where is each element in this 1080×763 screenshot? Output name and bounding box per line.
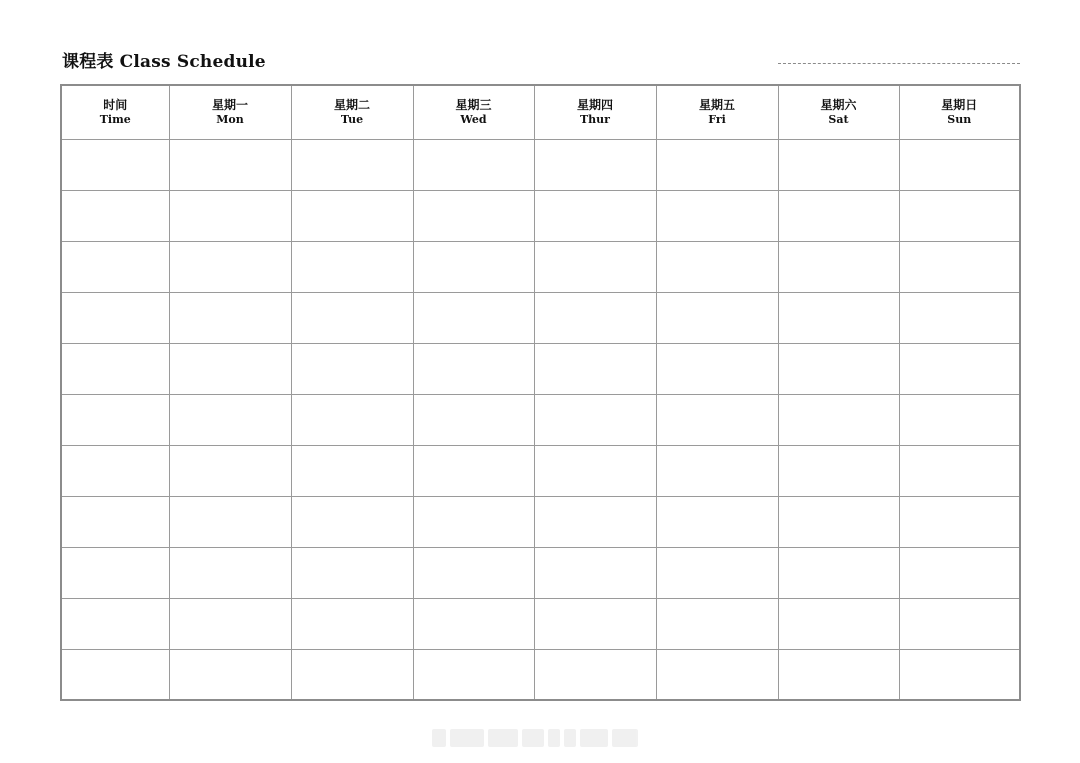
page-title — [62, 47, 266, 72]
cell-sat[interactable] — [778, 343, 899, 394]
header-wed — [413, 85, 534, 139]
table-row — [61, 598, 1020, 649]
cell-wed[interactable] — [413, 139, 534, 190]
header-fri-zh: 星期五 — [698, 97, 735, 112]
cell-wed[interactable] — [413, 343, 534, 394]
cell-mon[interactable] — [169, 139, 291, 190]
header-mon — [169, 85, 291, 139]
cell-sun[interactable] — [899, 241, 1020, 292]
table-row — [61, 190, 1020, 241]
header-mon-zh: 星期一 — [211, 97, 248, 112]
cell-tue[interactable] — [291, 496, 413, 547]
cell-thur[interactable] — [534, 496, 656, 547]
table-header — [61, 85, 1020, 139]
header-sat-zh: 星期六 — [820, 97, 857, 112]
cell-time[interactable] — [61, 598, 169, 649]
cell-fri[interactable] — [656, 394, 778, 445]
header-sun-zh: 星期日 — [941, 97, 978, 112]
table-body — [61, 139, 1020, 700]
page-title-en: Class Schedule — [119, 52, 266, 72]
cell-fri[interactable] — [656, 496, 778, 547]
cell-tue[interactable] — [291, 598, 413, 649]
cell-sat[interactable] — [778, 394, 899, 445]
watermark — [432, 727, 648, 749]
cell-sun[interactable] — [899, 343, 1020, 394]
header-thur — [534, 85, 656, 139]
table-row — [61, 496, 1020, 547]
cell-tue[interactable] — [291, 445, 413, 496]
cell-sat[interactable] — [778, 649, 899, 700]
cell-sat[interactable] — [778, 496, 899, 547]
cell-thur[interactable] — [534, 292, 656, 343]
cell-fri[interactable] — [656, 190, 778, 241]
cell-time[interactable] — [61, 649, 169, 700]
cell-time[interactable] — [61, 445, 169, 496]
cell-thur[interactable] — [534, 394, 656, 445]
schedule-table — [60, 84, 1021, 701]
header-fri-en: Fri — [708, 112, 726, 126]
header-wed-zh: 星期三 — [455, 97, 492, 112]
table-row — [61, 139, 1020, 190]
cell-wed[interactable] — [413, 649, 534, 700]
cell-sat[interactable] — [778, 139, 899, 190]
cell-mon[interactable] — [169, 649, 291, 700]
cell-wed[interactable] — [413, 547, 534, 598]
header-sun-en: Sun — [947, 112, 972, 126]
table-row — [61, 292, 1020, 343]
cell-sun[interactable] — [899, 292, 1020, 343]
table-row — [61, 445, 1020, 496]
cell-time[interactable] — [61, 292, 169, 343]
cell-mon[interactable] — [169, 496, 291, 547]
cell-time[interactable] — [61, 241, 169, 292]
cell-mon[interactable] — [169, 343, 291, 394]
header-wed-en: Wed — [460, 112, 487, 126]
cell-fri[interactable] — [656, 241, 778, 292]
header-row — [61, 85, 1020, 139]
cell-tue[interactable] — [291, 394, 413, 445]
cell-thur[interactable] — [534, 649, 656, 700]
cell-sun[interactable] — [899, 598, 1020, 649]
cell-mon[interactable] — [169, 598, 291, 649]
cell-thur[interactable] — [534, 343, 656, 394]
cell-mon[interactable] — [169, 394, 291, 445]
cell-thur[interactable] — [534, 547, 656, 598]
header-thur-en: Thur — [580, 112, 610, 126]
header-sat-en: Sat — [828, 112, 849, 126]
cell-thur[interactable] — [534, 241, 656, 292]
cell-sat[interactable] — [778, 241, 899, 292]
header-sun — [899, 85, 1020, 139]
cell-sun[interactable] — [899, 445, 1020, 496]
cell-time[interactable] — [61, 343, 169, 394]
table-row — [61, 649, 1020, 700]
cell-sat[interactable] — [778, 445, 899, 496]
cell-fri[interactable] — [656, 649, 778, 700]
cell-thur[interactable] — [534, 445, 656, 496]
table-row — [61, 343, 1020, 394]
cell-tue[interactable] — [291, 649, 413, 700]
table-row — [61, 241, 1020, 292]
cell-wed[interactable] — [413, 190, 534, 241]
header-time-zh: 时间 — [103, 97, 128, 112]
cell-tue[interactable] — [291, 139, 413, 190]
cell-tue[interactable] — [291, 292, 413, 343]
header-time — [61, 85, 169, 139]
header-sat — [778, 85, 899, 139]
cell-tue[interactable] — [291, 343, 413, 394]
cell-mon[interactable] — [169, 241, 291, 292]
header-tue — [291, 85, 413, 139]
cell-mon[interactable] — [169, 547, 291, 598]
cell-sun[interactable] — [899, 394, 1020, 445]
cell-fri[interactable] — [656, 292, 778, 343]
cell-mon[interactable] — [169, 445, 291, 496]
header-fri — [656, 85, 778, 139]
cell-wed[interactable] — [413, 598, 534, 649]
cell-wed[interactable] — [413, 394, 534, 445]
cell-wed[interactable] — [413, 496, 534, 547]
header-mon-en: Mon — [216, 112, 244, 126]
header-tue-zh: 星期二 — [333, 97, 370, 112]
cell-sun[interactable] — [899, 190, 1020, 241]
name-line[interactable] — [778, 63, 1020, 64]
cell-sat[interactable] — [778, 598, 899, 649]
cell-mon[interactable] — [169, 292, 291, 343]
cell-thur[interactable] — [534, 139, 656, 190]
cell-sun[interactable] — [899, 547, 1020, 598]
header-time-en: Time — [99, 112, 131, 126]
cell-wed[interactable] — [413, 241, 534, 292]
cell-fri[interactable] — [656, 343, 778, 394]
cell-time[interactable] — [61, 547, 169, 598]
cell-time[interactable] — [61, 190, 169, 241]
cell-thur[interactable] — [534, 598, 656, 649]
cell-sun[interactable] — [899, 649, 1020, 700]
cell-sat[interactable] — [778, 547, 899, 598]
cell-fri[interactable] — [656, 139, 778, 190]
cell-wed[interactable] — [413, 445, 534, 496]
cell-sat[interactable] — [778, 292, 899, 343]
cell-mon[interactable] — [169, 190, 291, 241]
table-row — [61, 394, 1020, 445]
header-tue-en: Tue — [340, 112, 364, 126]
cell-fri[interactable] — [656, 445, 778, 496]
header-thur-zh: 星期四 — [576, 97, 613, 112]
cell-fri[interactable] — [656, 547, 778, 598]
cell-thur[interactable] — [534, 190, 656, 241]
table-row — [61, 547, 1020, 598]
cell-wed[interactable] — [413, 292, 534, 343]
cell-tue[interactable] — [291, 241, 413, 292]
cell-time[interactable] — [61, 139, 169, 190]
cell-sun[interactable] — [899, 139, 1020, 190]
page-title-zh: 课程表 — [62, 52, 114, 72]
cell-time[interactable] — [61, 496, 169, 547]
cell-sat[interactable] — [778, 190, 899, 241]
cell-tue[interactable] — [291, 190, 413, 241]
cell-sun[interactable] — [899, 496, 1020, 547]
cell-fri[interactable] — [656, 598, 778, 649]
cell-tue[interactable] — [291, 547, 413, 598]
cell-time[interactable] — [61, 394, 169, 445]
